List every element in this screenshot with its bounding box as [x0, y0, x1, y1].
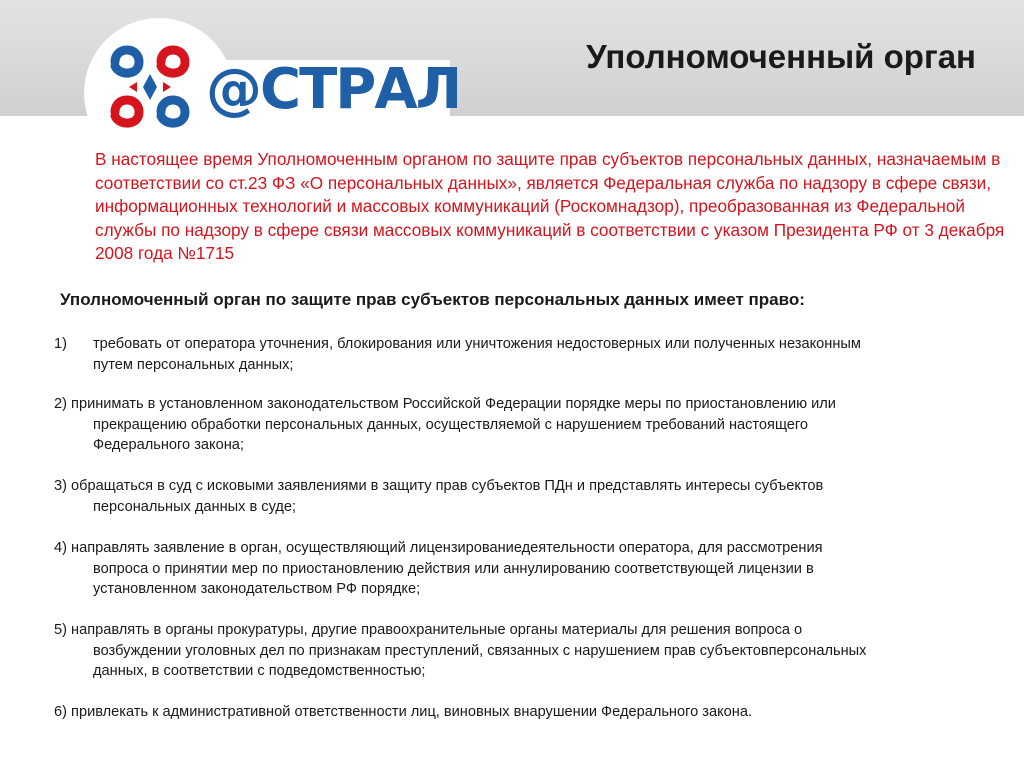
list-item-1: [0, 334, 1024, 375]
list-item-text: направлять в органы прокуратуры, другие правоохранительные органы материалы для решения вопроса о: [71, 622, 803, 638]
list-item-2: [0, 394, 1024, 456]
list-item-text: привлекать к административной ответственности лиц, виновных внарушении Федерального закона.: [71, 704, 752, 720]
list-item-text: требовать от оператора уточнения, блокирования или уничтожения недостоверных или полученных незаконным: [93, 336, 861, 352]
list-item-text: вопроса о принятии мер по приостановлению действия или аннулированию соответствующей лицензии в: [93, 560, 814, 577]
list-item-text: персональных данных в суде;: [93, 498, 297, 515]
list-item-text: обращаться в суд с исковыми заявлениями в защиту прав субъектов ПДн и представлять интересы субъектов: [71, 478, 824, 494]
rights-heading: Уполномоченный орган по защите прав субъектов персональных данных имеет право:: [60, 290, 805, 309]
list-item-text: направлять заявление в орган, осуществляющий лицензированиедеятельности оператора, для рассмотрения: [71, 540, 823, 556]
list-item-text: прекращению обработки персональных данных, осуществляемой с нарушением требований настоящего: [93, 416, 809, 433]
list-item-text: данных, в соответствии с подведомственностью;: [93, 663, 426, 680]
list-item-3: [0, 476, 1024, 517]
list-item-number: 4): [54, 540, 67, 556]
intro-paragraph: В настоящее время Уполномоченным органом по защите прав субъектов персональных данных, назначаемым в соответствии со ст.23 ФЗ «О персональных данных», является Федеральная служба по надзору в сфере связи, информационных технологий и массовых коммуникаций (Роскомнадзор), преобразованная из Федеральной службы по надзору в сфере связи массовых коммуникаций в соответствии с указом Президента РФ от 3 декабря 2008 года №1715: [95, 149, 1005, 264]
list-item-5: [0, 620, 1024, 682]
astral-logo-emblem-icon: [95, 32, 205, 142]
list-item-number: 6): [54, 704, 67, 720]
list-item-text: установленном законодательством РФ порядке;: [93, 581, 421, 598]
page-title: Уполномоченный орган: [586, 38, 976, 75]
list-item-6: [0, 702, 1024, 723]
logo-at-sign: @: [206, 57, 260, 122]
astral-logo-wordmark: [206, 58, 460, 122]
list-item-4: [0, 538, 1024, 600]
list-item-text: возбуждении уголовных дел по признакам преступлений, связанных с нарушением прав субъектовперсональных: [93, 642, 867, 659]
logo-text: СТРАЛ: [260, 57, 461, 122]
list-item-number: 5): [54, 622, 67, 638]
list-item-number: 2): [54, 396, 67, 412]
list-item-text: принимать в установленном законодательством Российской Федерации порядке меры по приостановлению или: [71, 396, 836, 412]
list-item-text: Федерального закона;: [93, 437, 244, 454]
list-item-number: 3): [54, 478, 67, 494]
list-item-number: 1): [54, 336, 67, 352]
list-item-text: путем персональных данных;: [93, 356, 294, 373]
